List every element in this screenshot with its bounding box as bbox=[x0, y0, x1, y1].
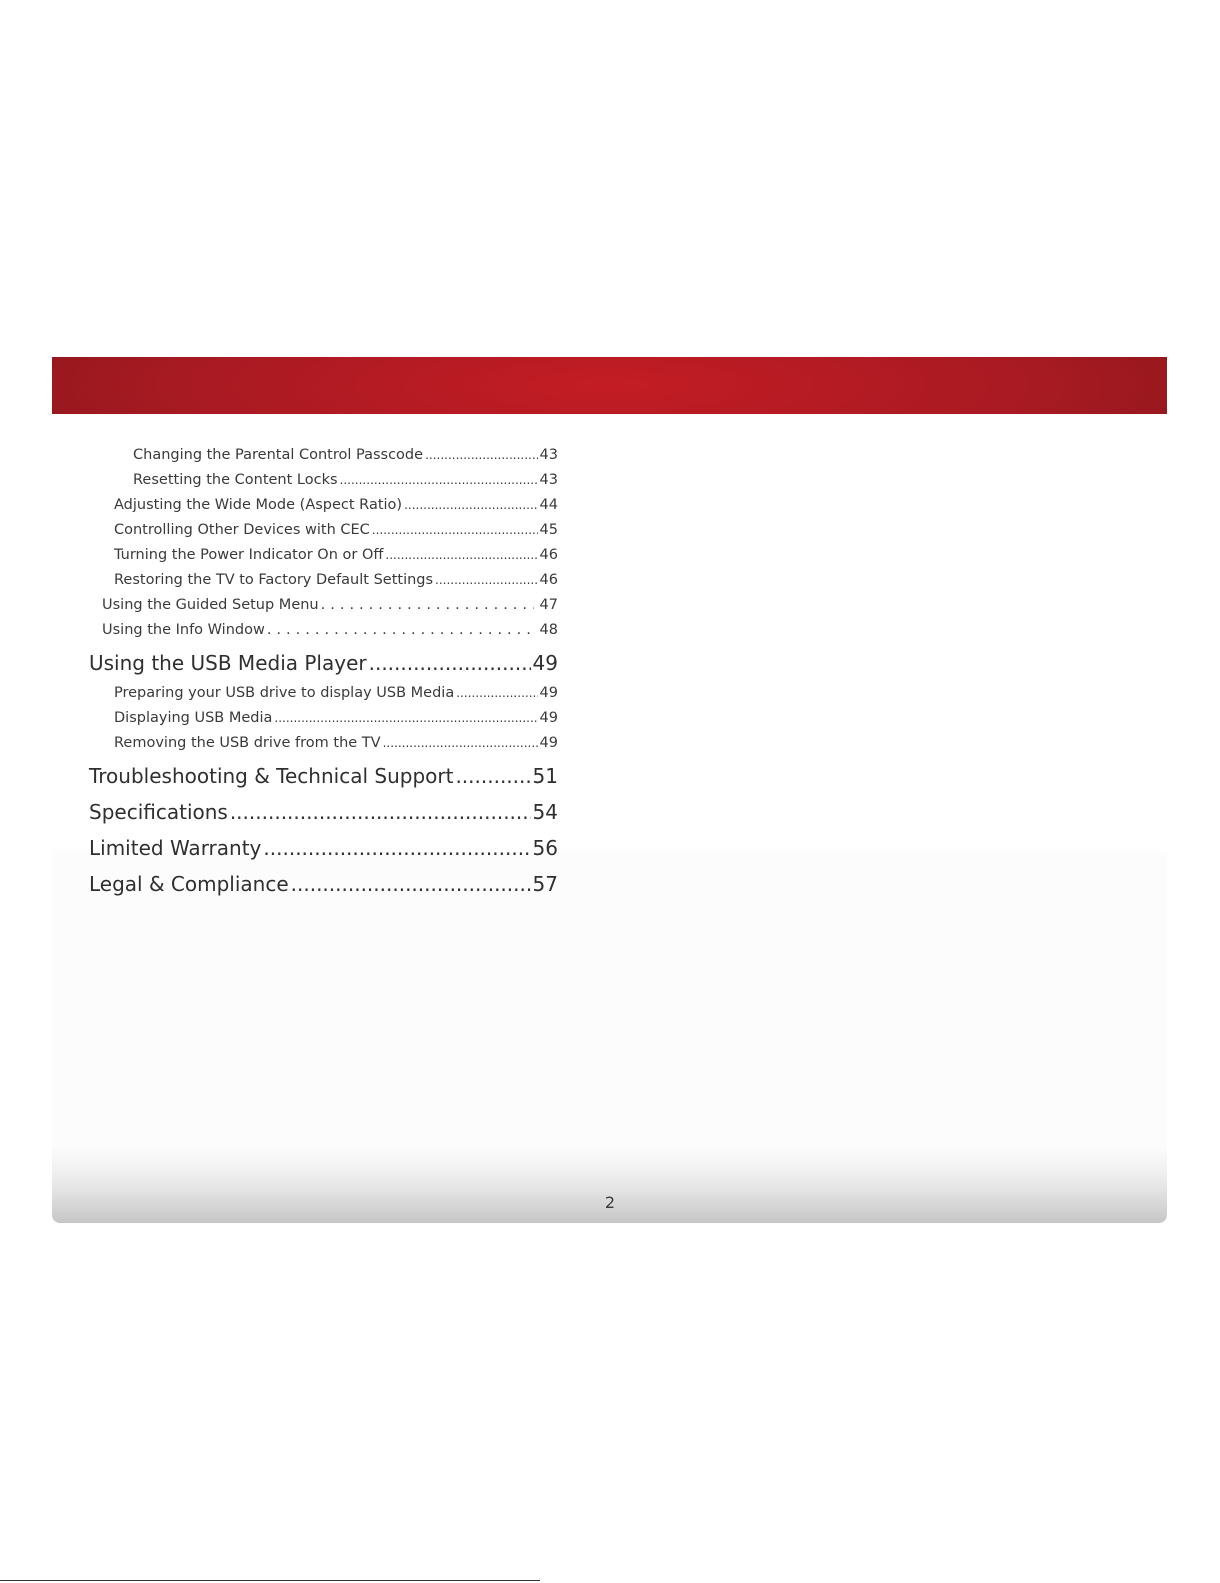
toc-entry-page: 46 bbox=[539, 547, 558, 563]
toc-entry-title: Restoring the TV to Factory Default Settings bbox=[114, 572, 434, 588]
bottom-divider bbox=[0, 1580, 540, 1581]
header-banner bbox=[52, 357, 1167, 414]
toc-leader-dots bbox=[369, 645, 531, 681]
toc-entry-page: 49 bbox=[539, 685, 558, 701]
toc-leader-dots bbox=[435, 568, 538, 593]
toc-entry-info-window[interactable] bbox=[89, 618, 558, 643]
toc-entry-title: Using the Guided Setup Menu bbox=[102, 597, 319, 613]
toc-entry-title: Using the USB Media Player bbox=[89, 651, 367, 675]
toc-entry-title: Using the Info Window bbox=[102, 622, 265, 638]
toc-entry-page: 47 bbox=[539, 597, 558, 613]
toc-entry-power-indicator[interactable] bbox=[89, 543, 558, 568]
toc-entry-page: 57 bbox=[532, 872, 558, 896]
toc-entry-title: Adjusting the Wide Mode (Aspect Ratio) bbox=[114, 497, 403, 513]
toc-leader-dots bbox=[291, 866, 531, 902]
toc-entry-title: Limited Warranty bbox=[89, 836, 262, 860]
toc-leader-dots bbox=[455, 758, 530, 794]
toc-entry-wide-mode[interactable] bbox=[89, 493, 558, 518]
toc-leader-dots bbox=[404, 493, 537, 518]
toc-entry-title: Turning the Power Indicator On or Off bbox=[114, 547, 384, 563]
toc-entry-guided-setup[interactable] bbox=[89, 593, 558, 618]
toc-entry-cec[interactable] bbox=[89, 518, 558, 543]
toc-entry-page: 49 bbox=[539, 735, 558, 751]
page-number: 2 bbox=[604, 1193, 616, 1212]
toc-chapter-limited-warranty[interactable] bbox=[89, 830, 558, 866]
toc-entry-title: Changing the Parental Control Passcode bbox=[133, 447, 424, 463]
toc-entry-title: Displaying USB Media bbox=[114, 710, 273, 726]
toc-chapter-usb-media-player[interactable] bbox=[89, 645, 558, 681]
toc-entry-preparing-usb[interactable] bbox=[89, 681, 558, 706]
toc-entry-page: 43 bbox=[539, 447, 558, 463]
toc-leader-dots bbox=[340, 468, 538, 493]
toc-leader-dots bbox=[385, 543, 537, 568]
toc-entry-page: 45 bbox=[539, 522, 558, 538]
table-of-contents bbox=[89, 443, 558, 902]
toc-entry-title: Specifications bbox=[89, 800, 228, 824]
toc-chapter-specifications[interactable] bbox=[89, 794, 558, 830]
toc-leader-dots bbox=[267, 618, 534, 643]
toc-entry-page: 43 bbox=[539, 472, 558, 488]
toc-chapter-legal-compliance[interactable] bbox=[89, 866, 558, 902]
toc-leader-dots bbox=[263, 830, 530, 866]
toc-entry-page: 46 bbox=[539, 572, 558, 588]
toc-chapter-troubleshooting[interactable] bbox=[89, 758, 558, 794]
toc-entry-resetting-content-locks[interactable] bbox=[89, 468, 558, 493]
toc-leader-dots bbox=[425, 443, 537, 468]
toc-entry-factory-default[interactable] bbox=[89, 568, 558, 593]
toc-entry-title: Controlling Other Devices with CEC bbox=[114, 522, 370, 538]
toc-entry-page: 54 bbox=[532, 800, 558, 824]
toc-entry-page: 48 bbox=[539, 622, 558, 638]
toc-entry-title: Troubleshooting & Technical Support bbox=[89, 764, 454, 788]
toc-entry-removing-usb[interactable] bbox=[89, 731, 558, 756]
toc-leader-dots bbox=[383, 731, 538, 756]
toc-entry-title: Preparing your USB drive to display USB Media bbox=[114, 685, 455, 701]
toc-entry-title: Legal & Compliance bbox=[89, 872, 289, 896]
toc-entry-page: 44 bbox=[539, 497, 558, 513]
toc-entry-page: 51 bbox=[532, 764, 558, 788]
toc-entry-title: Removing the USB drive from the TV bbox=[114, 735, 381, 751]
toc-leader-dots bbox=[372, 518, 538, 543]
toc-entry-displaying-usb[interactable] bbox=[89, 706, 558, 731]
toc-leader-dots bbox=[456, 681, 537, 706]
toc-entry-title: Resetting the Content Locks bbox=[133, 472, 338, 488]
toc-leader-dots bbox=[230, 794, 531, 830]
toc-entry-page: 49 bbox=[532, 651, 558, 675]
toc-leader-dots bbox=[274, 706, 537, 731]
toc-entry-changing-passcode[interactable] bbox=[89, 443, 558, 468]
toc-leader-dots bbox=[321, 593, 534, 618]
toc-entry-page: 49 bbox=[539, 710, 558, 726]
toc-entry-page: 56 bbox=[532, 836, 558, 860]
